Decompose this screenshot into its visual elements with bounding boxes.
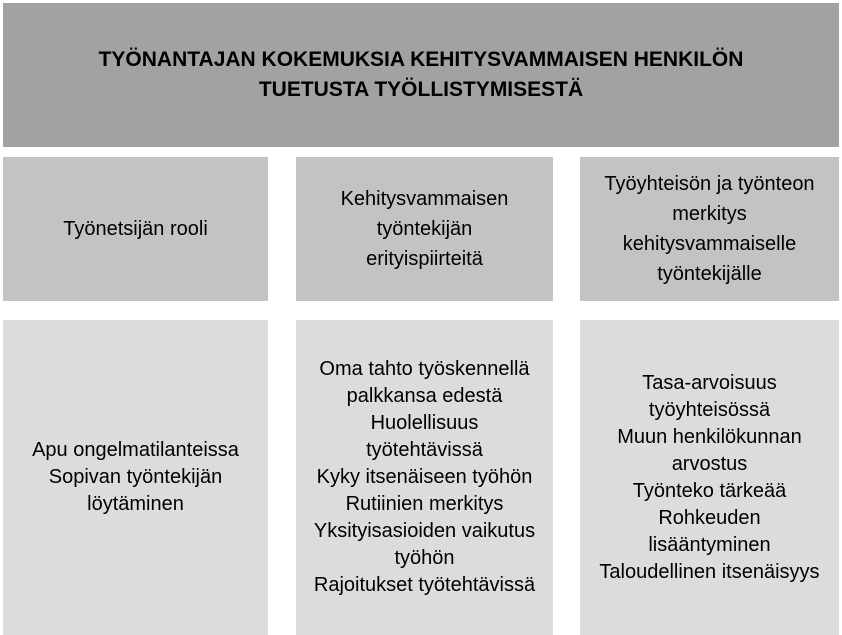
content-box-2 [296,320,553,635]
content-3-line: Taloudellinen itsenäisyys [599,560,820,583]
content-1-line: Sopivan työntekijän [48,466,223,488]
heading-2-line: erityispiirteitä [366,248,483,270]
heading-2-line: työntekijän [376,218,473,240]
heading-3-line: työntekijälle [657,263,762,285]
content-1-line: löytäminen [87,493,184,515]
heading-3-line: merkitys [672,203,747,225]
content-2-line: Rutiinien merkitys [345,493,504,515]
content-2-line: Rajoitukset työtehtävissä [313,574,536,596]
heading-2-line: Kehitysvammaisen [340,188,509,210]
heading-box-1 [3,157,268,301]
content-box-3 [580,320,839,635]
content-3-line: Muun henkilökunnan [617,425,802,448]
content-box-1 [3,320,268,635]
heading-box-3 [580,157,839,301]
content-2-line: Oma tahto työskennellä [319,358,530,380]
content-2-line: työhön [394,547,455,569]
content-3-line: lisääntyminen [648,533,771,556]
content-3-line: arvostus [671,452,748,475]
content-1-line: Apu ongelmatilanteissa [32,439,239,461]
content-3-line: Rohkeuden [658,506,761,529]
content-3-line: Työnteko tärkeää [632,479,787,502]
content-3-line: Tasa-arvoisuus [642,371,777,394]
diagram-title [3,3,839,147]
heading-1-line: Työnetsijän rooli [63,218,208,240]
heading-3-line: kehitysvammaiselle [622,233,797,255]
heading-3-line: Työyhteisön ja työnteon [604,173,815,195]
content-3-line: työyhteisössä [648,398,771,421]
diagram-title-text: TYÖNANTAJAN KOKEMUKSIA KEHITYSVAMMAISEN HENKILÖN TUETUSTA TYÖLLISTYMISESTÄ [98,48,744,101]
content-2-line: Huolellisuus [370,412,479,434]
content-2-line: työtehtävissä [366,439,483,461]
content-2-line: Yksityisasioiden vaikutus [313,520,536,542]
content-2-line: palkkansa edestä [346,385,503,407]
heading-box-2 [296,157,553,301]
content-2-line: Kyky itsenäiseen työhön [316,466,533,488]
